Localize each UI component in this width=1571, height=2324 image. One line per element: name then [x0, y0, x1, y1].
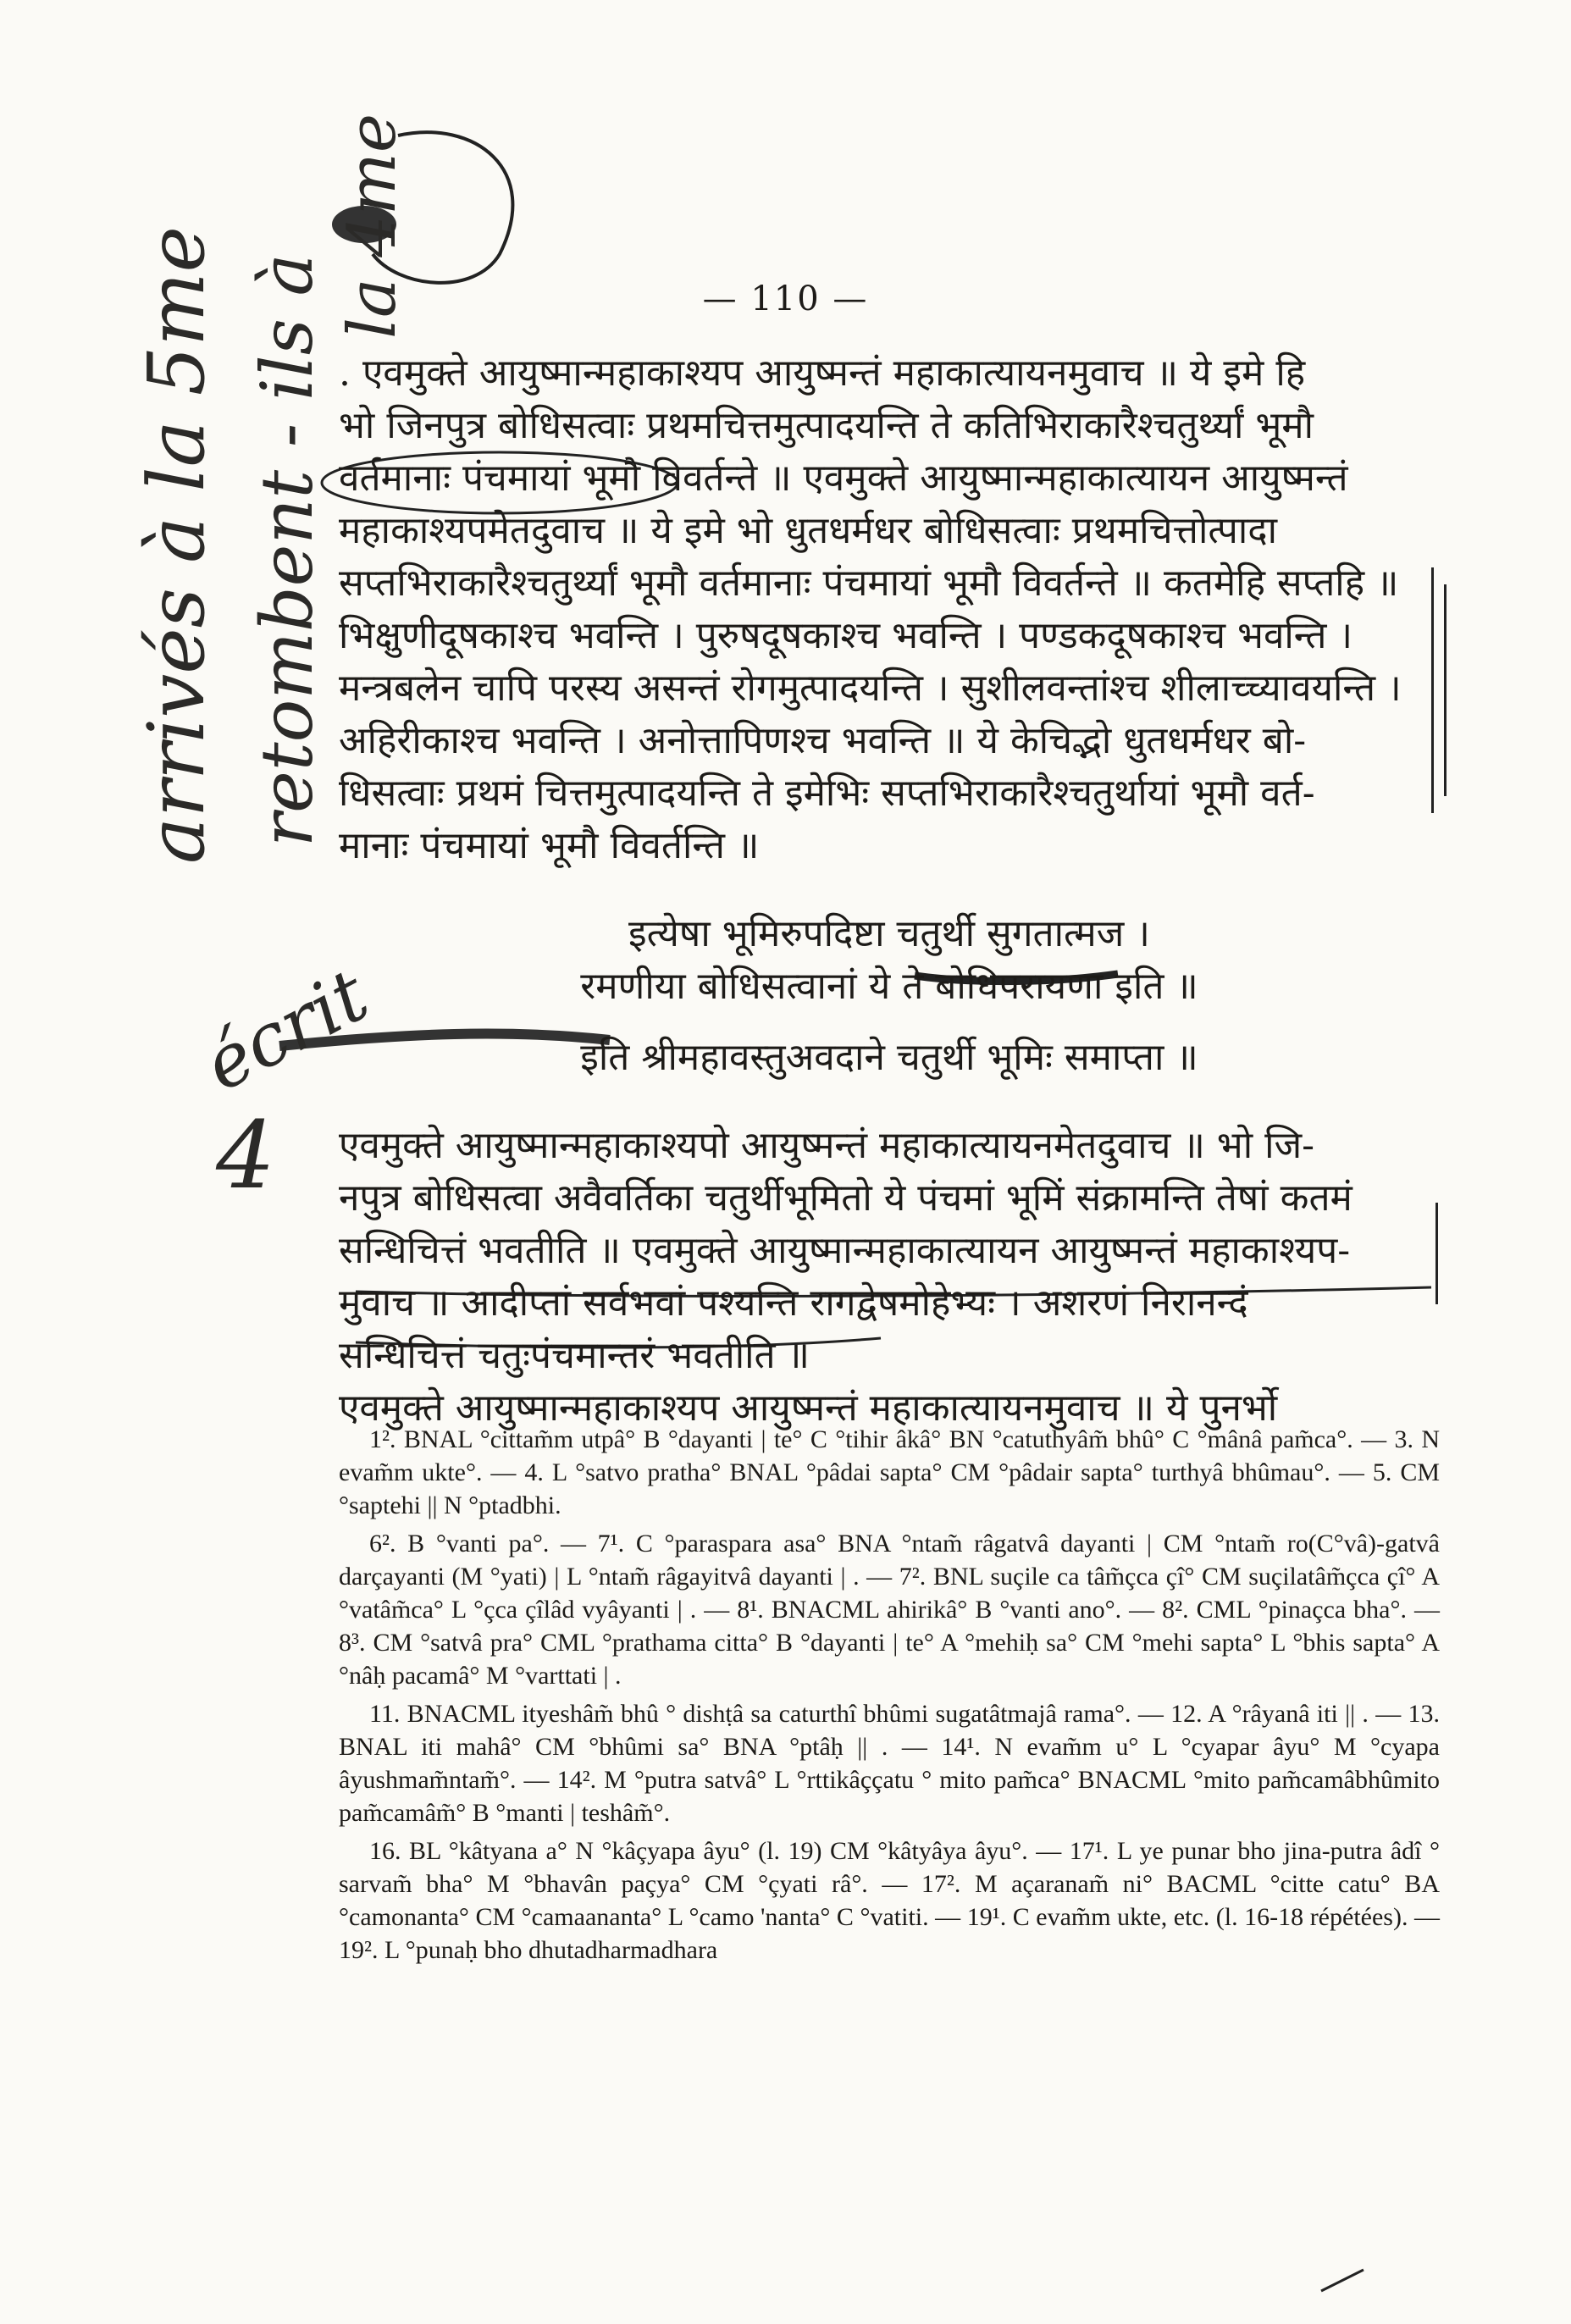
line-text: सन्धिचित्तं चतुःपंचमान्तरं भवतीति ॥ — [339, 1334, 810, 1377]
paragraph-1 — [339, 347, 1440, 872]
line-text: वर्तमानाः पंचमायां भूमौ विवर्तन्ते ॥ एवमुक्ते आयुष्मान्महाकात्यायन आयुष्मन्तं — [339, 456, 1348, 500]
text-line — [339, 767, 1440, 820]
text-line — [339, 557, 1440, 610]
handwritten-ecrit: écrit — [191, 953, 382, 1109]
text-line — [339, 1172, 1440, 1225]
line-text: . एवमुक्ते आयुष्मान्महाकाश्यप आयुष्मन्तं महाकात्यायनमुवाच ॥ ये इमे हि — [339, 351, 1306, 395]
line-text: एवमुक्ते आयुष्मान्महाकाश्यप आयुष्मन्तं महाकात्यायनमुवाच ॥ ये पुनर्भो — [339, 1386, 1278, 1430]
paragraph-2 — [339, 1120, 1440, 1435]
text-line — [339, 452, 1440, 505]
line-text: मुवाच ॥ आदीप्तां सर्वभवां पश्यन्ति रागद्वेषमोहेभ्यः । अशरणं निरानन्दं — [339, 1281, 1248, 1325]
colophon: इति श्रीमहावस्तुअवदाने चतुर्थी भूमिः समाप्ता ॥ — [580, 1036, 1198, 1079]
line-text: मानाः पंचमायां भूमौ विवर्तन्ति ॥ — [339, 824, 760, 867]
page-number: — 110 — — [702, 279, 869, 318]
text-line — [339, 820, 1440, 872]
line-text: अहिरीकाश्च भवन्ति । अनोत्तापिणश्च भवन्ति ॥ ये केचिद्भो धुतधर्मधर बो- — [339, 719, 1307, 762]
text-line — [339, 1225, 1440, 1277]
text-line — [339, 662, 1440, 715]
text-line — [339, 1330, 1440, 1382]
main-text-block — [339, 347, 1440, 1435]
text-line — [339, 400, 1440, 452]
text-line — [339, 610, 1440, 662]
text-line — [339, 1277, 1440, 1330]
note-paragraph: 16. BL °kâtyana a° N °kâçyapa âyu° (l. 19) CM °kâtyâya âyu°. — 17¹. L ye punar bho jina-putra âdî ° sarvam̃ bha° M °bhavân paçya° CM °çyati râ°. — 17². M açaranam̃ ni° BACML °citte catu° BA °camonanta° CM °camaananta° L °camo 'nanta° C °vatiti. — 19¹. C evam̃m ukte, etc. (l. 16-18 répétées). — 19². L °punaḥ bho dhutadharmadhara — [339, 1837, 1440, 1964]
handwritten-margin-note-1: arrivés à la 5me — [131, 226, 222, 864]
verse-line: इत्येषा भूमिरुपदिष्टा चतुर्थी सुगतात्मज । — [628, 912, 1150, 955]
line-text: भिक्षुणीदूषकाश्च भवन्ति । पुरुषदूषकाश्च भवन्ति । पण्डकदूषकाश्च भवन्ति । — [339, 614, 1353, 657]
line-text: एवमुक्ते आयुष्मान्महाकाश्यपो आयुष्मन्तं महाकात्यायनमेतदुवाच ॥ भो जि- — [339, 1124, 1315, 1167]
corner-tick-mark — [1321, 2270, 1364, 2291]
line-text: धिसत्वाः प्रथमं चित्तमुत्पादयन्ति ते इमेभिः सप्तभिराकारैश्चतुर्थायां भूमौ वर्त- — [339, 772, 1315, 815]
margin-bar-right-2 — [1444, 584, 1447, 796]
note-paragraph: 1². BNAL °cittam̃m utpâ° B °dayanti | te° C °tihir âkâ° BN °catuthyâm̃ bhû° C °mânâ pam̃ca°. — 3. N evam̃m ukte°. — 4. L °satvo pratha° BNAL °pâdai sapta° CM °pâdair sapta° turthyâ bhûmau°. — 5. CM °saptehi || N °ptadbhi. — [339, 1425, 1440, 1519]
note-paragraph: 6². B °vanti pa°. — 7¹. C °paraspara asa° BNA °ntam̃ râgatvâ dayanti | CM °ntam̃ ro(C°vâ)-gatvâ darçayanti (M °yati) | L °ntam̃ râgayitvâ dayanti | . — 7². BNL suçile ca tâm̃çca çî° CM suçilatâm̃çca çî° A °vatâm̃ca° L °çca çîlâd vyâyanti | . — 8¹. BNACML ahirikâ° B °vanti ano°. — 8². CML °pinaçca bha°. — 8³. CM °satvâ pra° CML °prathama citta° B °dayanti | te° A °mehiḥ sa° CM °mehi sapta° L °bhis sapta° A °nâḥ pacamâ° M °varttati | . — [339, 1530, 1440, 1690]
critical-apparatus-notes — [339, 1423, 1440, 1972]
line-text: भो जिनपुत्र बोधिसत्वाः प्रथमचित्तमुत्पादयन्ति ते कतिभिराकारैश्चतुर्थ्यां भूमौ — [339, 404, 1314, 447]
handwritten-four: 4 — [216, 1101, 275, 1209]
line-text: सप्तभिराकारैश्चतुर्थ्यां भूमौ वर्तमानाः पंचमायां भूमौ विवर्तन्ते ॥ कतमेहि सप्तहि ॥ — [339, 562, 1399, 605]
line-text: मन्त्रबलेन चापि परस्य असन्तं रोगमुत्पादयन्ति । सुशीलवन्तांश्च शीलाच्च्यावयन्ति । — [339, 667, 1402, 710]
text-line — [339, 1120, 1440, 1172]
line-text: सन्धिचित्तं भवतीति ॥ एवमुक्ते आयुष्मान्महाकात्यायन आयुष्मन्तं महाकाश्यप- — [339, 1229, 1351, 1272]
verse-line: रमणीया बोधिसत्वानां ये ते बोधिपरायणा इति ॥ — [580, 965, 1198, 1008]
text-line — [339, 347, 1440, 400]
text-line — [339, 505, 1440, 557]
line-text: नपुत्र बोधिसत्वा अवैवर्तिका चतुर्थीभूमितो ये पंचमां भूमिं संक्रामन्ति तेषां कतमं — [339, 1176, 1352, 1220]
line-text: महाकाश्यपमेतदुवाच ॥ ये इमे भो धुतधर्मधर बोधिसत्वाः प्रथमचित्तोत्पादा — [339, 509, 1278, 552]
note-paragraph: 11. BNACML ityeshâm̃ bhû ° dishṭâ sa caturthî bhûmi sugatâtmajâ rama°. — 12. A °râyanâ iti || . — 13. BNAL iti mahâ° CM °bhûmi sa° BNA °ptâḥ || . — 14¹. N evam̃m u° L °cyapar âyu° M °cyapa âyushmam̃ntam̃°. — 14². M °putra satvâ° L °rttikâççatu ° mito pam̃ca° BNACML °mito pam̃camâbhûmito pam̃camâm̃° B °manti | teshâm̃°. — [339, 1700, 1440, 1827]
handwritten-margin-note-3: la 4me — [335, 113, 411, 339]
text-line — [339, 715, 1440, 767]
handwritten-margin-note-2: retombent - ils à — [246, 253, 329, 847]
